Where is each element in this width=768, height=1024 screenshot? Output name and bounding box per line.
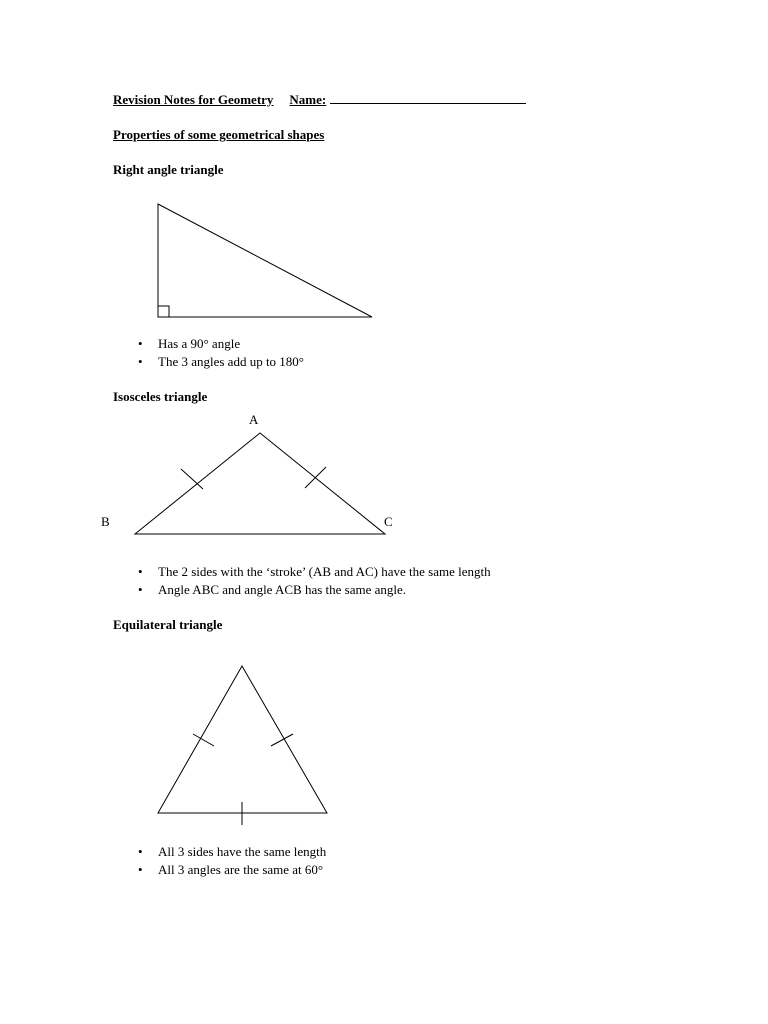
isosceles-triangle-shape [135, 433, 385, 534]
vertex-label-c: C [384, 514, 393, 529]
list-item: • All 3 angles are the same at 60° [138, 862, 324, 877]
equilateral-triangle-figure [158, 666, 327, 825]
vertex-label-b: B [101, 514, 110, 529]
tick-mark-left-side [193, 734, 214, 746]
name-label: Name: [289, 92, 327, 107]
list-item: • The 3 angles add up to 180° [138, 354, 305, 369]
right-angle-marker [158, 306, 169, 317]
right-triangle-shape [158, 204, 372, 317]
isosceles-triangle-bullets [136, 563, 491, 599]
isosceles-triangle-figure [101, 412, 393, 534]
right-triangle-bullets [136, 335, 304, 371]
tick-mark-ab [181, 469, 203, 489]
vertex-label-a: A [249, 412, 259, 427]
right-triangle-figure [158, 204, 372, 317]
document-title: Revision Notes for Geometry [113, 92, 274, 107]
equilateral-triangle-heading: Equilateral triangle [113, 617, 223, 632]
list-item: • Has a 90° angle [138, 336, 241, 351]
list-item: • Angle ABC and angle ACB has the same angle. [138, 582, 407, 597]
equilateral-triangle-shape [158, 666, 327, 813]
section-heading: Properties of some geometrical shapes [113, 127, 325, 142]
right-triangle-heading: Right angle triangle [113, 162, 224, 177]
isosceles-triangle-heading: Isosceles triangle [113, 389, 208, 404]
list-item: • All 3 sides have the same length [138, 844, 327, 859]
equilateral-triangle-bullets [136, 843, 326, 879]
list-item: • The 2 sides with the ‘stroke’ (AB and AC) have the same length [138, 564, 491, 579]
tick-mark-ac [305, 467, 326, 488]
